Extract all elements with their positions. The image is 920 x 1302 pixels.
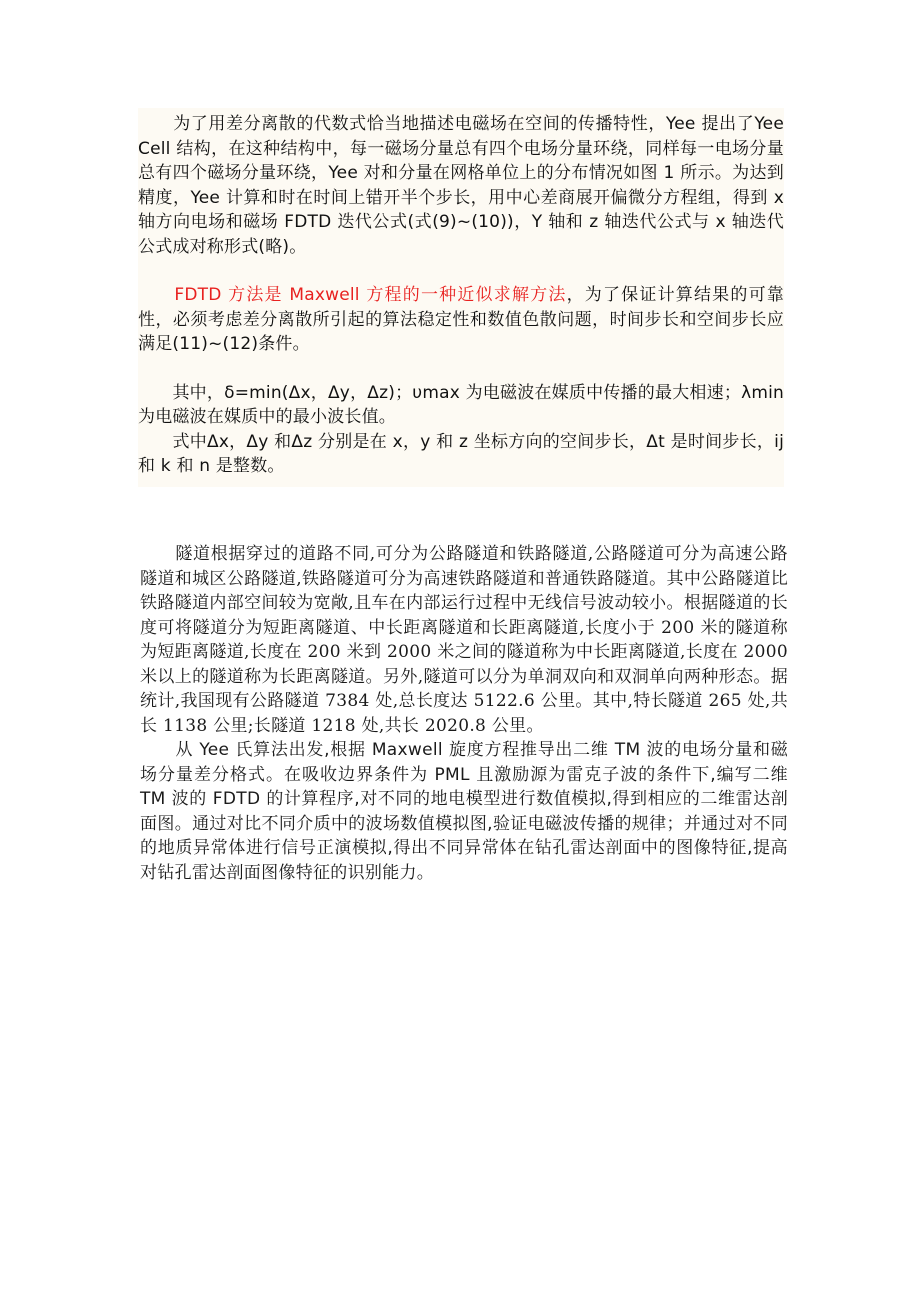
highlighted-red-text: FDTD 方法是 Maxwell 方程的一种近似求解方法	[174, 285, 567, 305]
indent	[138, 285, 174, 305]
paragraph-rest: ，为了保证计算结果的可靠性，必须考虑差分离散所引起的算法稳定性和数值色散问题，时间步长和空间步长应满足(11)~(12)条件。	[138, 285, 784, 354]
body-text-block	[140, 542, 788, 885]
paragraph-delta-definition: 其中，δ=min(Δx，Δy，Δz)；υmax 为电磁波在媒质中传播的最大相速；λmin 为电磁波在媒质中的最小波长值。	[138, 382, 784, 427]
paragraph-gap	[138, 259, 784, 283]
paragraph-yee-algorithm: 从 Yee 氏算法出发,根据 Maxwell 旋度方程推导出二维 TM 波的电场分量和磁场分量差分格式。在吸收边界条件为 PML 且激励源为雷克子波的条件下,编写二维 TM 波的 FDTD 的计算程序,对不同的地电模型进行数值模拟,得到相应的二维雷达剖面图。通过对比不同介质中的波场数值模拟图,验证电磁波传播的规律；并通过对不同的地质异常体进行信号正演模拟,得出不同异常体在钻孔雷达剖面中的图像特征,提高对钻孔雷达剖面图像特征的识别能力。	[140, 740, 788, 883]
paragraph-gap	[138, 357, 784, 381]
highlighted-text-block	[138, 108, 784, 487]
paragraph-yee-cell: 为了用差分离散的代数式恰当地描述电磁场在空间的传播特性，Yee 提出了Yee Cell 结构，在这种结构中，每一磁场分量总有四个电场分量环绕，同样每一电场分量总有四个磁场分量环绕，Yee 对和分量在网格单位上的分布情况如图 1 所示。为达到精度，Yee 计算和时在时间上错开半个步长，用中心差商展开偏微分方程组，得到 x 轴方向电场和磁场 FDTD 迭代公式(式(9)~(10))，Y 轴和 z 轴迭代公式与 x 轴迭代公式成对称形式(略)。	[138, 114, 784, 257]
paragraph-tunnel-classification: 隧道根据穿过的道路不同,可分为公路隧道和铁路隧道,公路隧道可分为高速公路隧道和城区公路隧道,铁路隧道可分为高速铁路隧道和普通铁路隧道。其中公路隧道比铁路隧道内部空间较为宽敞,且车在内部运行过程中无线信号波动较小。根据隧道的长度可将隧道分为短距离隧道、中长距离隧道和长距离隧道,长度小于 200 米的隧道称为短距离隧道,长度在 200 米到 2000 米之间的隧道称为中长距离隧道,长度在 2000 米以上的隧道称为长距离隧道。另外,隧道可以分为单洞双向和双洞单向两种形态。据统计,我国现有公路隧道 7384 处,总长度达 5122.6 公里。其中,特长隧道 265 处,共长 1138 公里;长隧道 1218 处,共长 2020.8 公里。	[140, 544, 788, 736]
paragraph-step-definition: 式中Δx，Δy 和Δz 分别是在 x，y 和 z 坐标方向的空间步长，Δt 是时间步长，ij 和 k 和 n 是整数。	[138, 431, 784, 476]
paragraph-fdtd-stability	[138, 283, 784, 357]
